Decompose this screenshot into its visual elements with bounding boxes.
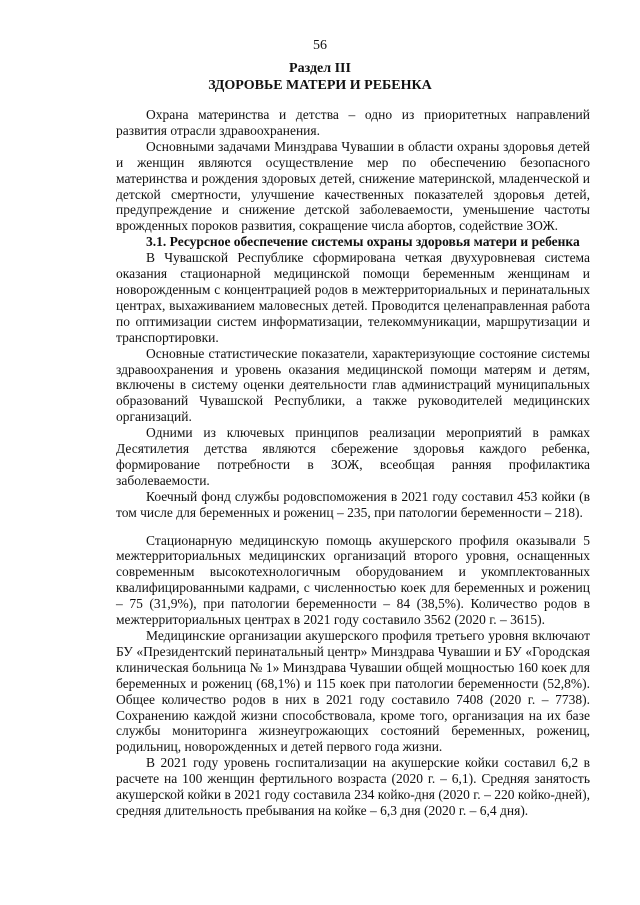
paragraph-care-system: В Чувашской Республике сформирована четкая двухуровневая система оказания стационарной медицинской помощи беременным женщинам и новорожденным с концентрацией родов в межтерриториальных и перинатальных центрах, выхаживанием маловесных детей. Проводится целенаправленная работа по оптимизации систем информатизации, телекоммуникации, маршрутизации и транспортировки. [116, 250, 590, 345]
paragraph-bed-fund: Коечный фонд службы родовспоможения в 2021 году составил 453 койки (в том числе для беременных и рожениц – 235, при патологии беременности – 218). [116, 488, 590, 520]
paragraph-statistics: Основные статистические показатели, характеризующие состояние системы здравоохранения и уровень оказания медицинской помощи матерям и детям, включены в систему оценки деятельности глав администраций муниципальных образований Чувашской Республики, а также руководителей медицинских организаций. [116, 345, 590, 425]
body-text [116, 107, 590, 819]
paragraph-hospitalization: В 2021 году уровень госпитализации на акушерские койки составил 6,2 в расчете на 100 женщин фертильного возраста (2020 г. – 6,1). Средняя занятость акушерской койки в 2021 году составила 234 койко-дня (2020 г. – 220 койко-дней), средняя длительность пребывания на койке – 6,3 дня (2020 г. – 6,4 дня). [116, 755, 590, 818]
section-label: Раздел III [289, 61, 351, 76]
subsection-heading: 3.1. Ресурсное обеспечение системы охраны здоровья матери и ребенка [146, 234, 580, 250]
page-number: 56 [313, 38, 327, 53]
paragraph-objectives: Основными задачами Минздрава Чувашии в области охраны здоровья детей и женщин являются осуществление мер по обеспечению безопасного материнства и рождения здоровых детей, снижение материнской, младенческой и детской смертности, улучшение качественных показателей здоровья детей, предупреждение и снижение детской заболеваемости, уменьшение частоты врожденных пороков развития, сокращение числа абортов, содействие ЗОЖ. [116, 138, 590, 234]
paragraph-decade-of-childhood: Одними из ключевых принципов реализации мероприятий в рамках Десятилетия детства являются сбережение здоровья каждого ребенка, формирование потребности в ЗОЖ, всеобщая ранняя профилактика заболеваемости. [116, 425, 590, 488]
paragraph-second-level: Стационарную медицинскую помощь акушерского профиля оказывали 5 межтерриториальных медицинских организаций второго уровня, оснащенных современным высокотехнологичным оборудованием и укомплектованных квалифицированными кадрами, с численностью коек для беременных и рожениц – 75 (31,9%), при патологии беременности – 84 (38,5%). Количество родов в межтерриториальных центрах в 2021 году составило 3562 (2020 г. – 3615). [116, 532, 590, 628]
section-title: ЗДОРОВЬЕ МАТЕРИ И РЕБЕНКА [208, 78, 432, 93]
paragraph-third-level: Медицинские организации акушерского профиля третьего уровня включают БУ «Президентский перинатальный центр» Минздрава Чувашии и БУ «Городская клиническая больница № 1» Минздрава Чувашии общей мощностью 160 коек для беременных и рожениц (68,1%) и 115 коек при патологии беременности (52,8%). Общее количество родов в них в 2021 году составило 7408 (2020 г. – 7738). Сохранению каждой жизни способствовала, кроме того, организация на их базе службы мониторинга жизнеугрожающих состояний беременных, рожениц, родильниц, новорожденных и детей первого года жизни. [116, 628, 590, 755]
paragraph-intro: Охрана материнства и детства – одно из приоритетных направлений развития отрасли здравоохранения. [116, 107, 590, 138]
